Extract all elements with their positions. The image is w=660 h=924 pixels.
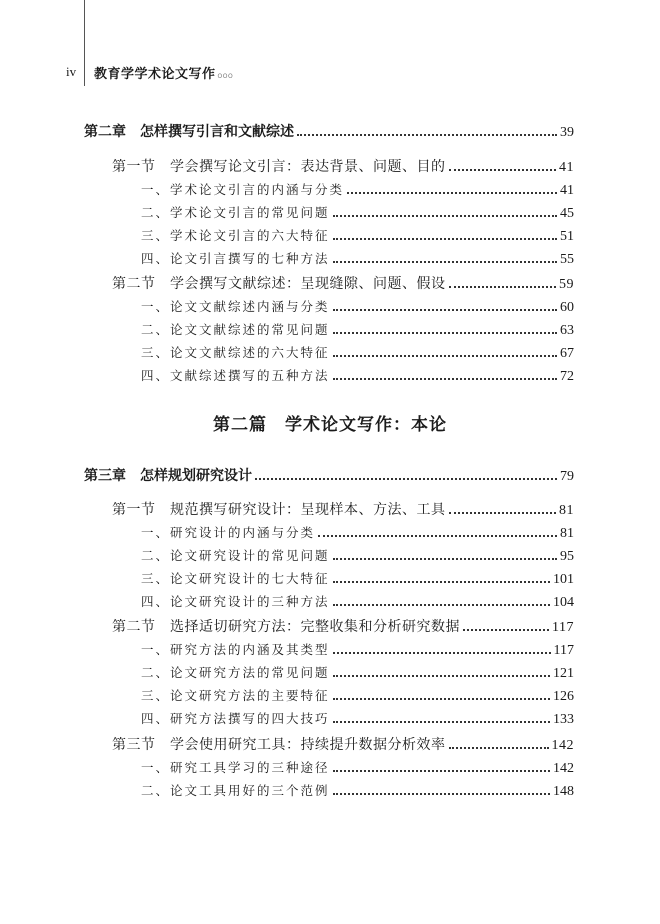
toc-entry-subsection[interactable] [141, 640, 574, 659]
toc-entry-label: 第二章 怎样撰写引言和文献综述 [84, 124, 294, 140]
toc-entry-label: 四、研究方法撰写的四大技巧 [141, 711, 330, 726]
toc-entry-subsection[interactable] [141, 249, 574, 268]
toc-entry-subsection[interactable] [141, 366, 574, 385]
toc-entry-label: 四、文献综述撰写的五种方法 [141, 368, 330, 383]
toc-entry-section[interactable] [112, 273, 574, 293]
leader-dots [347, 191, 557, 194]
leader-dots [333, 354, 557, 357]
leader-dots [333, 308, 557, 311]
toc-entry-page: 81 [560, 526, 574, 541]
leader-dots [333, 580, 550, 583]
toc-entry-label: 二、论文研究方法的常见问题 [141, 665, 330, 680]
toc-entry-label: 二、论文工具用好的三个范例 [141, 783, 330, 798]
toc-entry-page: 59 [559, 277, 574, 292]
toc-entry-label: 第二节 学会撰写文献综述：呈现缝隙、问题、假设 [112, 276, 446, 292]
leader-dots [333, 674, 550, 677]
toc-entry-label: 三、学术论文引言的六大特征 [141, 228, 330, 243]
toc-entry-label: 三、论文文献综述的六大特征 [141, 345, 330, 360]
toc-entry-label: 一、研究方法的内涵及其类型 [141, 642, 330, 657]
toc-entry-page: 121 [553, 666, 574, 681]
toc-entry-page: 142 [551, 738, 574, 753]
toc-entry-subsection[interactable] [141, 758, 574, 777]
running-title-text: 教育学学术论文写作 [94, 67, 216, 82]
toc-entry-page: 51 [560, 229, 574, 244]
toc-entry-page: 63 [560, 323, 574, 338]
leader-dots [333, 720, 550, 723]
toc-entry-page: 60 [560, 300, 574, 315]
toc-entry-page: 148 [553, 784, 574, 799]
toc-entry-subsection[interactable] [141, 709, 574, 728]
running-title [94, 63, 233, 82]
toc-entry-label: 第二节 选择适切研究方法：完整收集和分析研究数据 [112, 619, 460, 635]
leader-dots [333, 214, 557, 217]
leader-dots [297, 133, 557, 136]
toc-entry-subsection[interactable] [141, 781, 574, 800]
toc-entry-label: 四、论文研究设计的三种方法 [141, 594, 330, 609]
toc-entry-label: 二、论文研究设计的常见问题 [141, 548, 330, 563]
leader-dots [463, 628, 549, 631]
toc-entry-label: 三、论文研究设计的七大特征 [141, 571, 330, 586]
leader-dots [333, 331, 557, 334]
toc-entry-label: 第一节 学会撰写论文引言：表达背景、问题、目的 [112, 159, 446, 175]
toc-entry-label: 四、论文引言撰写的七种方法 [141, 251, 330, 266]
toc-entry-subsection[interactable] [141, 203, 574, 222]
header-rule [84, 0, 85, 86]
part-title: 第二篇 学术论文写作：本论 [213, 415, 447, 435]
toc-entry-chapter[interactable] [84, 121, 574, 141]
toc-entry-label: 一、研究工具学习的三种途径 [141, 760, 330, 775]
toc-entry-page: 41 [560, 183, 574, 198]
toc-entry-subsection[interactable] [141, 686, 574, 705]
toc-entry-label: 第三节 学会使用研究工具：持续提升数据分析效率 [112, 737, 446, 753]
toc-entry-page: 41 [559, 160, 574, 175]
toc-entry-label: 第一节 规范撰写研究设计：呈现样本、方法、工具 [112, 502, 446, 518]
leader-dots [318, 534, 557, 537]
toc-entry-page: 45 [560, 206, 574, 221]
toc-entry-page: 117 [553, 643, 574, 658]
toc-entry-label: 一、研究设计的内涵与分类 [141, 525, 316, 540]
toc-entry-section[interactable] [112, 616, 574, 636]
leader-dots [449, 168, 557, 171]
toc-entry-label: 二、论文文献综述的常见问题 [141, 322, 330, 337]
toc-entry-subsection[interactable] [141, 546, 574, 565]
toc-entry-section[interactable] [112, 734, 574, 754]
toc-entry-page: 101 [553, 572, 574, 587]
leader-dots [333, 377, 557, 380]
leader-dots [449, 746, 549, 749]
leader-dots [333, 697, 550, 700]
toc-entry-section[interactable] [112, 156, 574, 176]
toc-entry-subsection[interactable] [141, 226, 574, 245]
leader-dots [333, 792, 550, 795]
toc-entry-page: 95 [560, 549, 574, 564]
leader-dots [333, 260, 557, 263]
toc-entry-subsection[interactable] [141, 343, 574, 362]
leader-dots [449, 285, 557, 288]
toc-entry-page: 72 [560, 369, 574, 384]
toc-entry-label: 一、论文文献综述内涵与分类 [141, 299, 330, 314]
toc-entry-page: 126 [553, 689, 574, 704]
toc-entry-subsection[interactable] [141, 523, 574, 542]
toc-entry-label: 二、学术论文引言的常见问题 [141, 205, 330, 220]
leader-dots [333, 651, 551, 654]
toc-entry-subsection[interactable] [141, 592, 574, 611]
toc-entry-label: 三、论文研究方法的主要特征 [141, 688, 330, 703]
leader-dots [333, 603, 550, 606]
toc-entry-subsection[interactable] [141, 320, 574, 339]
leader-dots [333, 237, 557, 240]
toc-entry-page: 117 [552, 620, 574, 635]
leader-dots [333, 557, 557, 560]
toc-entry-subsection[interactable] [141, 569, 574, 588]
leader-dots [255, 477, 557, 480]
running-title-mark: OOO [217, 73, 234, 80]
page-number: iv [66, 64, 77, 79]
leader-dots [333, 769, 550, 772]
leader-dots [449, 511, 557, 514]
toc-entry-page: 133 [553, 712, 574, 727]
toc-entry-label: 一、学术论文引言的内涵与分类 [141, 182, 345, 197]
toc-entry-chapter[interactable] [84, 465, 574, 485]
toc-entry-page: 79 [560, 469, 574, 484]
toc-entry-subsection[interactable] [141, 663, 574, 682]
toc-entry-page: 104 [553, 595, 574, 610]
toc-entry-subsection[interactable] [141, 297, 574, 316]
toc-entry-page: 142 [553, 761, 574, 776]
toc-entry-page: 81 [559, 503, 574, 518]
toc-entry-page: 67 [560, 346, 574, 361]
toc-entry-page: 55 [560, 252, 574, 267]
toc-entry-page: 39 [560, 125, 574, 140]
toc-entry-subsection[interactable] [141, 180, 574, 199]
toc-entry-label: 第三章 怎样规划研究设计 [84, 468, 252, 484]
toc-entry-section[interactable] [112, 499, 574, 519]
